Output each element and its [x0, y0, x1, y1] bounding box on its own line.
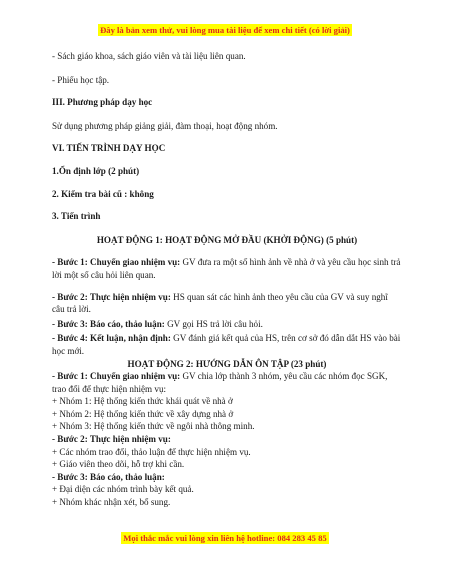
- activity-2-step-2-item-2: + Giáo viên theo dõi, hỗ trợ khi cần.: [52, 459, 185, 470]
- step-3-heading: 3. Tiến trình: [52, 211, 101, 222]
- materials-line-1: - Sách giáo khoa, sách giáo viên và tài liệu liên quan.: [52, 51, 246, 61]
- activity-2-step-3-item-2: + Nhóm khác nhận xét, bổ sung.: [52, 497, 171, 508]
- activity-1-title: HOẠT ĐỘNG 1: HOẠT ĐỘNG MỞ ĐẦU (KHỞI ĐỘNG) (5 phút): [96, 234, 358, 245]
- activity-2-step-3-item-1: + Đại diện các nhóm trình bày kết quả.: [52, 484, 194, 495]
- hotline-text: Mọi thắc mắc vui lòng xin liên hệ hotline: 084 283 45 85: [123, 533, 327, 543]
- activity-2-title: HOẠT ĐỘNG 2: HƯỚNG DẪN ÔN TẬP (23 phút): [127, 358, 327, 369]
- step-label: - Bước 1: Chuyển giao nhiệm vụ:: [52, 257, 181, 268]
- step-text: HS quan sát các hình ảnh theo yêu cầu của GV và suy nghĩ câu trả lời.: [52, 291, 388, 315]
- method-text: Sử dụng phương pháp giảng giải, đàm thoại, hoạt động nhóm.: [52, 120, 278, 131]
- step-label: - Bước 1: Chuyển giao nhiệm vụ:: [52, 371, 181, 382]
- activity-1-step-2: [52, 291, 402, 316]
- materials-line-2: - Phiếu học tập.: [52, 74, 110, 85]
- step-text: GV đánh giá kết quả của HS, trên cơ sở đó dẫn dắt HS vào bài học mới.: [52, 333, 401, 356]
- group-2-line: + Nhóm 2: Hệ thống kiến thức về xây dựng nhà ở: [52, 408, 234, 419]
- step-text: GV gọi HS trả lời câu hỏi.: [164, 318, 263, 329]
- activity-1-step-3: [52, 318, 402, 331]
- activity-2-step-2-label: - Bước 2: Thực hiện nhiệm vụ:: [52, 434, 171, 445]
- step-label: - Bước 3: Báo cáo, thảo luận:: [52, 318, 165, 329]
- step-text: GV chia lớp thành 3 nhóm, yêu cầu các nhóm đọc SGK, trao đổi để thực hiện nhiệm vụ:: [52, 371, 388, 394]
- step-label: - Bước 2: Thực hiện nhiệm vụ:: [52, 291, 171, 302]
- preview-notice-banner: [0, 25, 450, 35]
- step-text: GV đưa ra một số hình ảnh về nhà ở và yêu cầu học sinh trả lời một số câu hỏi liên quan.: [52, 257, 401, 280]
- step-label: - Bước 4: Kết luận, nhận định:: [52, 333, 171, 344]
- method-heading: III. Phương pháp dạy học: [52, 97, 153, 108]
- activity-2-step-2-item-1: + Các nhóm trao đổi, thảo luận để thực hiện nhiệm vụ.: [52, 446, 251, 457]
- group-3-line: + Nhóm 3: Hệ thống kiến thức về ngôi nhà thông minh.: [52, 421, 255, 432]
- step-1-heading: 1.Ổn định lớp (2 phút): [52, 165, 140, 176]
- preview-notice-text: Đây là bản xem thử, vui lòng mua tài liệu để xem chi tiết (có lời giải): [100, 25, 350, 35]
- activity-1-step-4: [52, 332, 402, 357]
- activity-2-step-1: [52, 370, 402, 395]
- activity-1-step-1: [52, 256, 402, 281]
- section-vi-heading: VI. TIẾN TRÌNH DẠY HỌC: [52, 143, 166, 154]
- group-1-line: + Nhóm 1: Hệ thống kiến thức khái quát về nhà ở: [52, 396, 233, 407]
- step-2-heading: 2. Kiểm tra bài cũ : không: [52, 188, 154, 199]
- activity-2-step-3-label: - Bước 3: Báo cáo, thảo luận:: [52, 471, 165, 482]
- hotline-banner: [0, 533, 450, 543]
- document-body: [52, 50, 402, 509]
